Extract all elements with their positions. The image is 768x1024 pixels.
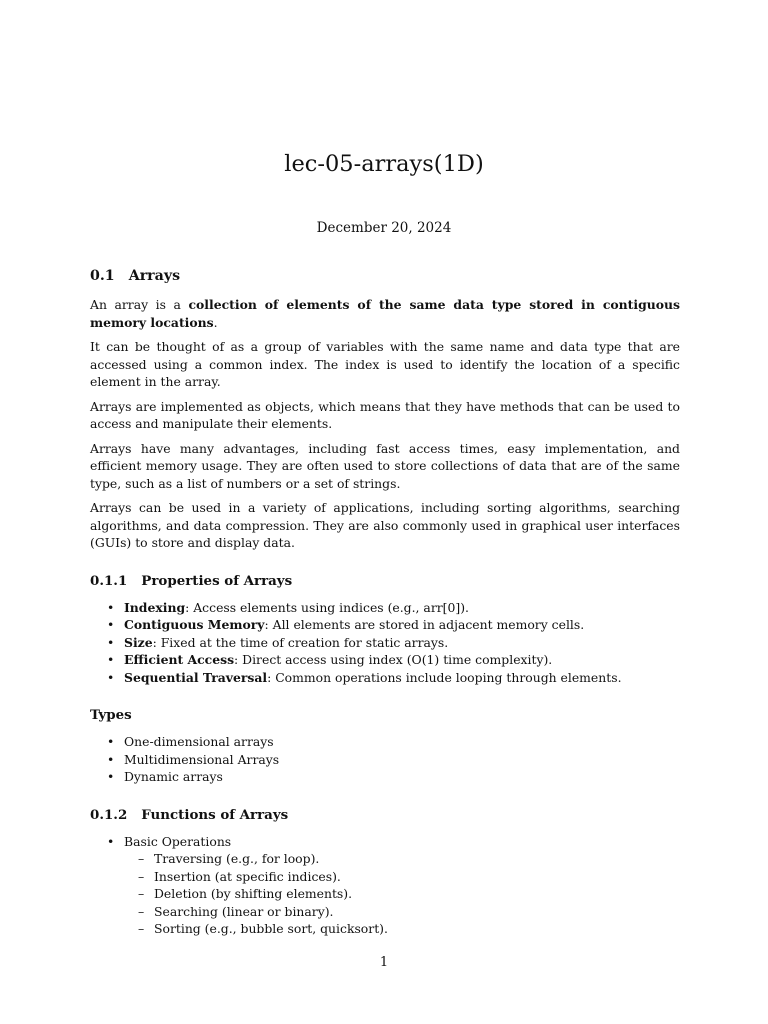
- subsection-title: Properties of Arrays: [141, 572, 293, 589]
- list-item: • Dynamic arrays: [107, 768, 680, 786]
- property-text: : All elements are stored in adjacent memory cells.: [264, 617, 585, 632]
- list-item: [107, 599, 680, 617]
- property-text: : Common operations include looping through elements.: [267, 669, 622, 685]
- properties-list: [90, 599, 680, 687]
- basic-operations-sublist: [124, 850, 680, 938]
- subsection-number: 0.1.2: [90, 806, 128, 823]
- functions-list: [90, 833, 680, 938]
- section-title: Arrays: [128, 268, 181, 284]
- property-text: : Direct access using index (O(1) time complexity).: [234, 652, 553, 667]
- subsection-number: 0.1.1: [90, 572, 128, 589]
- document-date: December 20, 2024: [316, 220, 452, 236]
- sublist-item: – Searching (linear or binary).: [138, 903, 680, 921]
- paragraph: Arrays are implemented as objects, which means that they have methods that can be used to access and manipulate their elements.: [90, 398, 680, 431]
- list-item: • One-dimensional arrays: [107, 733, 680, 751]
- intro-emphasis: collection of elements of the same data type stored in contiguous memory locations: [90, 297, 681, 330]
- property-term: Indexing: [124, 599, 186, 615]
- sublist-item: – Sorting (e.g., bubble sort, quicksort).: [138, 920, 680, 938]
- types-list: [90, 733, 680, 786]
- subsection-heading-properties: [90, 572, 680, 591]
- basic-operations-label: Basic Operations: [124, 833, 232, 849]
- subsection-heading-functions: [90, 806, 680, 825]
- intro-paragraph: [90, 296, 680, 331]
- list-item: [107, 616, 680, 634]
- list-item: [107, 651, 680, 669]
- list-item: [107, 669, 680, 687]
- page-number: 1: [379, 955, 389, 970]
- section-number: 0.1: [90, 268, 115, 284]
- list-item: • Multidimensional Arrays: [107, 751, 680, 769]
- paragraph: Arrays can be used in a variety of applications, including sorting algorithms, searching algorithms, and data compression. They are also commonly used in graphical user interfaces (GUIs) to store and display data.: [90, 500, 680, 550]
- intro-text: An array is a: [90, 297, 189, 312]
- list-item: [107, 833, 680, 938]
- property-term: Contiguous Memory: [124, 617, 265, 632]
- property-text: : Fixed at the time of creation for static arrays.: [152, 634, 449, 650]
- intro-end: .: [213, 314, 218, 330]
- property-term: Efficient Access: [124, 652, 235, 667]
- sublist-item: – Insertion (at specific indices).: [138, 868, 680, 886]
- paragraph-heading-types: Types: [90, 707, 132, 723]
- subsection-title: Functions of Arrays: [141, 806, 289, 823]
- document-title: lec-05-arrays(1D): [284, 151, 484, 177]
- paragraph: Arrays have many advantages, including fast access times, easy implementation, and efficient memory usage. They are often used to store collections of data that are of the same type, such as a list of numbers or a set of strings.: [90, 440, 680, 491]
- property-term: Size: [124, 634, 153, 650]
- list-item: [107, 634, 680, 652]
- document-body: [90, 266, 680, 938]
- paragraph: It can be thought of as a group of variables with the same name and data type that are accessed using a common index. The index is used to identify the location of a specific element in the array.: [90, 339, 680, 389]
- section-heading-arrays: [90, 266, 680, 286]
- sublist-item: – Traversing (e.g., for loop).: [138, 850, 680, 868]
- property-term: Sequential Traversal: [124, 669, 268, 685]
- sublist-item: – Deletion (by shifting elements).: [138, 885, 680, 903]
- property-text: : Access elements using indices (e.g., arr[0]).: [185, 599, 469, 615]
